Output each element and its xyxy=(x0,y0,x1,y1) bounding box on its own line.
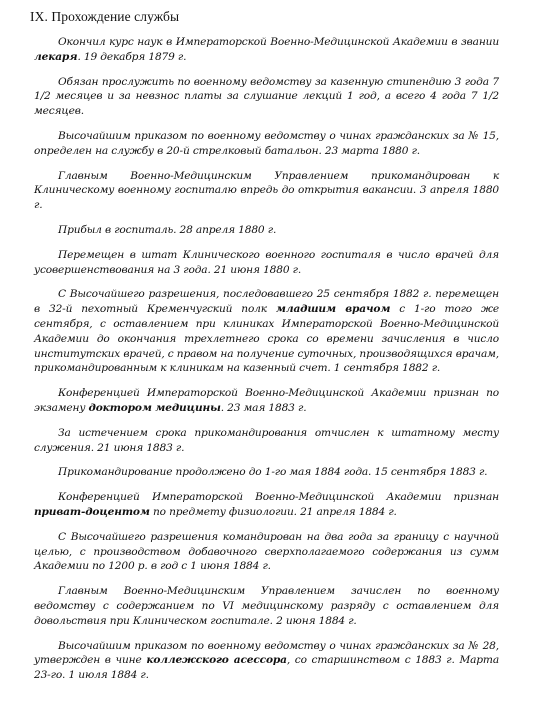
service-entry: С Высочайшего разрешения командирован на два года за границу с научной целью, с производством добавочного сверхполагаемого содержания из сумм Академии по 1200 р. в год с 1 июня 1884 г. xyxy=(34,530,499,573)
service-entry: Главным Военно-Медицинским Управлением прикомандирован к Клиническому военному госпиталю впредь до открытия вакансии. 3 апреля 1880 г. xyxy=(34,169,499,212)
service-entry: За истечением срока прикомандирования отчислен к штатному месту служения. 21 июня 1883 г. xyxy=(34,426,499,454)
service-entry: Окончил курс наук в Императорской Военно-Медицинской Академии в звании лекаря. 19 декабря 1879 г. xyxy=(34,36,499,63)
service-entry: Высочайшим приказом по военному ведомству о чинах гражданских за № 28, утвержден в чине коллежского асессора, со старшинством с 1883 г. Марта 23-го. 1 июля 1884 г. xyxy=(34,639,499,682)
section-title: IX. Прохождение службы xyxy=(30,9,180,24)
service-entry: Обязан прослужить по военному ведомству за казенную стипендию 3 года 7 1/2 месяцев и за невзнос платы за слушание лекций 1 год, а всего 4 года 7 1/2 месяцев. xyxy=(34,75,499,118)
service-entry: Главным Военно-Медицинским Управлением зачислен по военному ведомству с содержанием по VI медицинскому разряду с оставлением для довольствия при Клиническом госпитале. 2 июня 1884 г. xyxy=(34,585,499,627)
service-entry: Конференцией Императорской Военно-Медицинской Академии признан приват-доцентом по предмету физиологии. 21 апреля 1884 г. xyxy=(34,491,499,518)
service-entry: Прибыл в госпиталь. 28 апреля 1880 г. xyxy=(58,223,277,236)
service-entry: С Высочайшего разрешения, последовавшего 25 сентября 1882 г. перемещен в 32-й пехотный Кременчугский полк младшим врачом с 1-го того же сентября, с оставлением при клиниках Императорской Военно-Медицинской Академии до окончания трехлетнего срока со времени зачисления в число институтских врачей, с правом на получение суточных, производящихся врачам, прикомандированным к клиникам на казенный счет. 1 сентября 1882 г. xyxy=(34,288,499,375)
service-entry: Прикомандирование продолжено до 1-го мая 1884 года. 15 сентября 1883 г. xyxy=(58,466,488,479)
service-entry: Высочайшим приказом по военному ведомству о чинах гражданских за № 15, определен на службу в 20-й стрелковый батальон. 23 марта 1880 г. xyxy=(34,129,499,157)
service-entry: Перемещен в штат Клинического военного госпиталя в число врачей для усовершенствования на 3 года. 21 июня 1880 г. xyxy=(34,248,499,276)
service-entry: Конференцией Императорской Военно-Медицинской Академии признан по экзамену доктором медицины. 23 мая 1883 г. xyxy=(34,387,499,414)
